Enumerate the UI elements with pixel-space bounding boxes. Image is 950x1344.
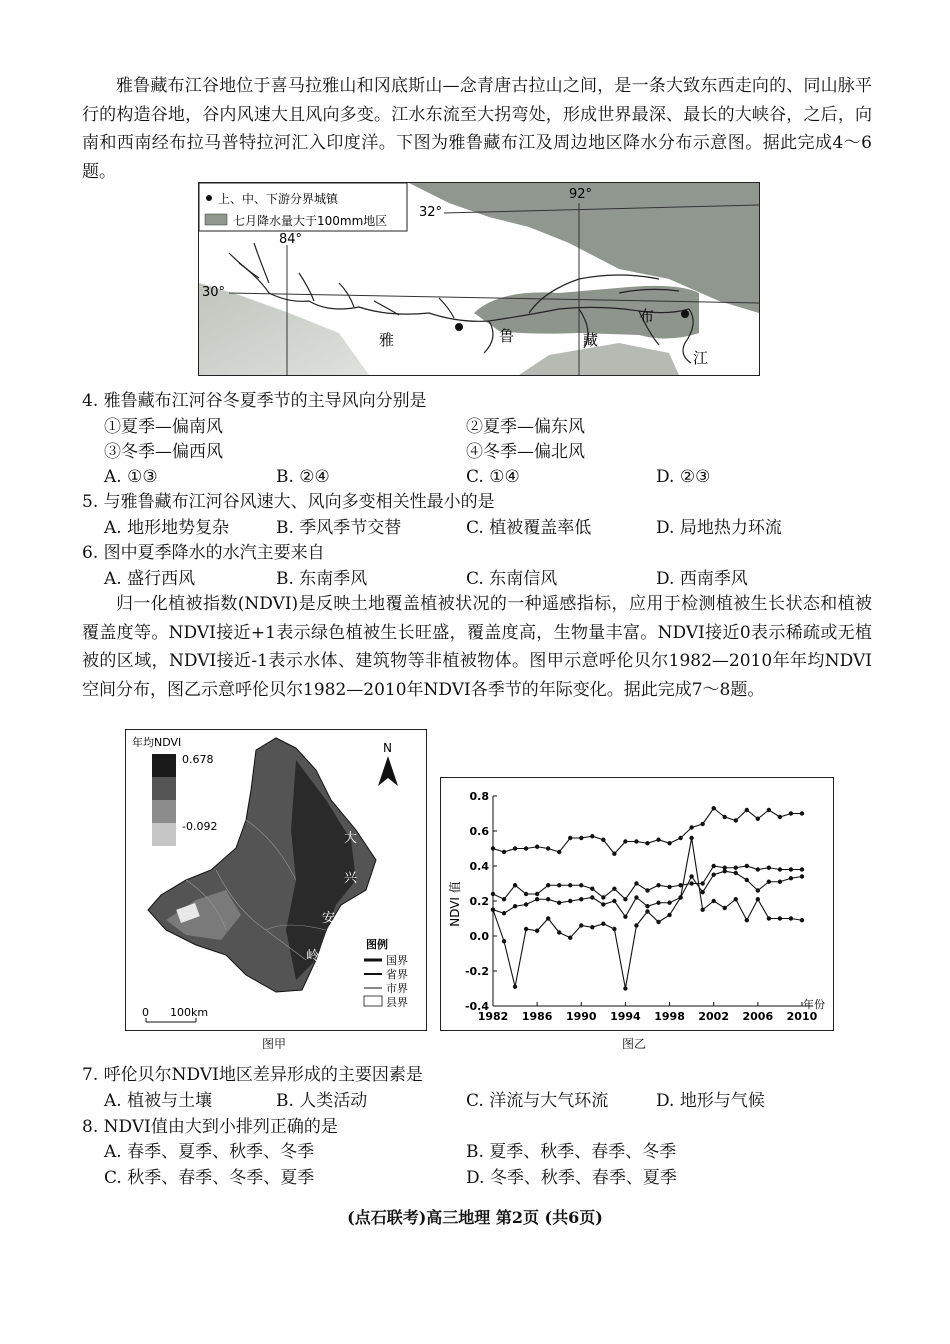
river-char-3: 藏: [583, 331, 599, 349]
ndvi-legend-max: 0.678: [182, 753, 214, 766]
series-2-point: [502, 897, 506, 901]
q7-option-b: B. 人类活动: [276, 1091, 368, 1111]
series-4-point: [546, 916, 550, 920]
series-3-point: [513, 904, 517, 908]
series-1-point: [502, 850, 506, 854]
series-4-point: [502, 939, 506, 943]
series-3-point: [789, 876, 793, 880]
q5-option-d: D. 局地热力环流: [656, 518, 782, 538]
figure-a-ndvi-map: [125, 729, 427, 1031]
river-char-4: 布: [639, 307, 655, 325]
q8-option-a: A. 春季、夏季、秋季、冬季: [104, 1142, 315, 1162]
series-4-point: [689, 836, 693, 840]
series-3-point: [756, 888, 760, 892]
q4-item-4: ④冬季—偏北风: [466, 442, 585, 462]
series-2-point: [601, 895, 605, 899]
series-4-point: [557, 930, 561, 934]
north-arrow-icon: [378, 756, 398, 786]
q8-stem: 8. NDVI值由大到小排列正确的是: [82, 1117, 338, 1137]
series-4-point: [678, 895, 682, 899]
series-2-point: [711, 864, 715, 868]
series-3-point: [700, 890, 704, 894]
q4-option-c: C. ①④: [466, 467, 520, 487]
town-dot-1: [455, 323, 463, 331]
series-4-point: [491, 908, 495, 912]
series-2-point: [557, 883, 561, 887]
x-tick-label: 1998: [654, 1010, 685, 1023]
ndvi-legend-title: 年均NDVI: [132, 736, 182, 749]
series-4-point: [601, 922, 605, 926]
series-2-point: [667, 885, 671, 889]
legend-dot-icon: [206, 195, 212, 201]
figure-b-ndvi-chart: [440, 777, 834, 1031]
mountain-char-2: 兴: [344, 871, 358, 886]
series-3-point: [535, 897, 539, 901]
series-2-point: [590, 887, 594, 891]
q5-option-a: A. 地形地势复杂: [104, 518, 230, 538]
series-line-1: [493, 808, 802, 854]
series-3-point: [634, 895, 638, 899]
series-2-point: [767, 866, 771, 870]
intro-paragraph-2: 归一化植被指数(NDVI)是反映土地覆盖植被状况的一种遥感指标，应用于检测植被生长状态和植被覆盖度等。NDVI接近+1表示绿色植被生长旺盛，覆盖度高，生物量丰富。NDVI接近0表示稀疏或无植被的区域，NDVI接近-1表示水体、建筑物等非植被物体。图甲示意呼伦贝尔1982—2010年年均NDVI空间分布，图乙示意呼伦贝尔1982—2010年NDVI各季节的年际变化。据此完成7～8题。: [82, 594, 872, 700]
series-3-point: [557, 901, 561, 905]
q7-option-a: A. 植被与土壤: [104, 1091, 213, 1111]
q8-option-b: B. 夏季、秋季、春季、冬季: [466, 1142, 677, 1162]
series-4-point: [700, 908, 704, 912]
legend-province: 省界: [386, 968, 408, 981]
series-1-point: [568, 836, 572, 840]
q7-option-c: C. 洋流与大气环流: [466, 1091, 609, 1111]
q6-option-a: A. 盛行西风: [104, 569, 196, 589]
series-3-point: [502, 911, 506, 915]
q4-option-a: A. ①③: [104, 467, 158, 487]
chart-xlabel: 年份: [803, 998, 825, 1011]
series-2-point: [656, 883, 660, 887]
figure-a-svg: [126, 730, 426, 1030]
legend-area-swatch: [205, 214, 227, 225]
q5-option-c: C. 植被覆盖率低: [466, 518, 592, 538]
figure-a-caption: 图甲: [262, 1037, 287, 1051]
series-1-point: [723, 815, 727, 819]
q6-option-d: D. 西南季风: [656, 569, 748, 589]
series-4-point: [612, 927, 616, 931]
series-3-point: [612, 899, 616, 903]
series-2-point: [645, 888, 649, 892]
series-3-point: [778, 880, 782, 884]
series-3-point: [590, 895, 594, 899]
q6-option-c: C. 东南信风: [466, 569, 558, 589]
y-tick-label: -0.4: [464, 1000, 489, 1013]
q4-stem: 4. 雅鲁藏布江河谷冬夏季节的主导风向分别是: [82, 391, 427, 411]
series-1-point: [656, 838, 660, 842]
series-1-point: [778, 815, 782, 819]
q4-option-b: B. ②④: [276, 467, 330, 487]
mountain-char-3: 安: [322, 911, 336, 926]
series-2-point: [568, 883, 572, 887]
series-1-point: [579, 836, 583, 840]
series-1-point: [678, 836, 682, 840]
q5-option-b: B. 季风季节交替: [276, 518, 402, 538]
series-3-point: [723, 869, 727, 873]
series-3-point: [711, 873, 715, 877]
series-2-point: [734, 866, 738, 870]
series-4-point: [645, 909, 649, 913]
label-30: 30°: [202, 285, 226, 300]
series-2-point: [623, 897, 627, 901]
series-2-point: [513, 883, 517, 887]
series-2-point: [535, 892, 539, 896]
series-1-point: [789, 811, 793, 815]
series-2-point: [778, 867, 782, 871]
series-4-point: [535, 929, 539, 933]
y-tick-label: 0.4: [469, 860, 489, 873]
series-4-point: [513, 985, 517, 989]
series-1-point: [546, 846, 550, 850]
series-4-point: [800, 918, 804, 922]
q4-item-2: ②夏季—偏东风: [466, 417, 585, 437]
series-2-point: [689, 881, 693, 885]
x-tick-label: 2002: [698, 1010, 730, 1023]
series-2-point: [579, 883, 583, 887]
series-1-point: [590, 834, 594, 838]
series-2-point: [789, 867, 793, 871]
series-1-point: [734, 818, 738, 822]
series-4-point: [734, 897, 738, 901]
x-tick-label: 1994: [610, 1010, 641, 1023]
series-3-point: [568, 899, 572, 903]
series-1-point: [745, 808, 749, 812]
series-4-point: [767, 916, 771, 920]
legend-area-label: 七月降水量大于100mm地区: [233, 214, 388, 228]
series-1-point: [645, 841, 649, 845]
series-1-point: [535, 845, 539, 849]
label-32: 32°: [419, 205, 443, 220]
series-3-point: [656, 901, 660, 905]
ndvi-chart-svg: [441, 778, 833, 1030]
series-1-point: [623, 839, 627, 843]
series-1-point: [700, 822, 704, 826]
x-tick-label: 2006: [742, 1010, 774, 1023]
label-84: 84°: [279, 232, 303, 247]
q4-item-3: ③冬季—偏西风: [104, 442, 223, 462]
y-tick-label: 0.8: [469, 790, 489, 803]
x-tick-label: 1986: [521, 1010, 553, 1023]
map-legend-head: 图例: [366, 938, 388, 951]
series-2-point: [700, 881, 704, 885]
x-tick-label: 1982: [477, 1010, 509, 1023]
series-3-point: [689, 874, 693, 878]
series-4-point: [756, 897, 760, 901]
series-2-point: [546, 883, 550, 887]
series-1-point: [756, 817, 760, 821]
series-3-point: [524, 902, 528, 906]
series-4-point: [579, 923, 583, 927]
y-tick-label: 0.2: [469, 895, 489, 908]
series-1-point: [557, 850, 561, 854]
label-92: 92°: [569, 187, 593, 202]
y-tick-label: -0.2: [464, 965, 489, 978]
mountain-char-1: 大: [344, 831, 358, 846]
yarlung-precipitation-map: [198, 182, 760, 376]
series-4-point: [667, 913, 671, 917]
series-1-point: [689, 825, 693, 829]
q7-option-d: D. 地形与气候: [656, 1091, 765, 1111]
scale-length: 100km: [170, 1006, 209, 1019]
q6-stem: 6. 图中夏季降水的水汽主要来自: [82, 543, 325, 563]
series-3-point: [745, 878, 749, 882]
y-tick-label: 0.6: [469, 825, 489, 838]
legend-county: 县界: [386, 996, 408, 1009]
series-1-point: [711, 806, 715, 810]
series-1-point: [491, 846, 495, 850]
precip-area-south: [519, 343, 679, 375]
series-1-point: [513, 846, 517, 850]
series-4-point: [623, 986, 627, 990]
x-tick-label: 1990: [565, 1010, 597, 1023]
north-label: N: [383, 741, 392, 755]
series-4-point: [590, 925, 594, 929]
series-4-point: [568, 936, 572, 940]
series-2-point: [745, 864, 749, 868]
series-2-point: [800, 867, 804, 871]
series-2-point: [634, 881, 638, 885]
y-tick-label: 0.0: [469, 930, 489, 943]
mountain-char-4: 岭: [306, 949, 320, 964]
series-3-point: [667, 901, 671, 905]
river-char-5: 江: [693, 349, 709, 367]
intro-paragraph-1: 雅鲁藏布江谷地位于喜马拉雅山和冈底斯山—念青唐古拉山之间，是一条大致东西走向的、同山脉平行的构造谷地，谷内风速大且风向多变。江水东流至大拐弯处，形成世界最深、最长的大峡谷，之后，向南和西南经布拉马普特拉河汇入印度洋。下图为雅鲁藏布江及周边地区降水分布示意图。据此完成4～6题。: [82, 76, 872, 182]
series-3-point: [601, 902, 605, 906]
series-3-point: [767, 880, 771, 884]
q7-stem: 7. 呼伦贝尔NDVI地区差异形成的主要因素是: [82, 1065, 423, 1085]
legend-dot-label: 上、中、下游分界城镇: [218, 192, 339, 206]
series-1-point: [601, 838, 605, 842]
q4-option-d: D. ②③: [656, 467, 711, 487]
series-4-point: [745, 918, 749, 922]
legend-country: 国界: [386, 954, 408, 967]
legend-city: 市界: [386, 982, 408, 995]
town-dot-2: [681, 310, 689, 318]
series-1-point: [524, 846, 528, 850]
chart-ylabel: NDVI 值: [448, 881, 462, 927]
series-4-point: [656, 920, 660, 924]
series-1-point: [612, 852, 616, 856]
series-line-2: [493, 866, 802, 899]
series-4-point: [789, 916, 793, 920]
series-3-point: [800, 874, 804, 878]
series-2-point: [491, 892, 495, 896]
ndvi-legend-min: -0.092: [182, 820, 218, 833]
series-3-point: [645, 904, 649, 908]
series-2-point: [612, 887, 616, 891]
q8-option-d: D. 冬季、秋季、春季、夏季: [466, 1168, 677, 1188]
series-4-point: [711, 899, 715, 903]
series-3-point: [734, 871, 738, 875]
q6-option-b: B. 东南季风: [276, 569, 368, 589]
page-footer: (点石联考)高三地理 第2页 (共6页): [347, 1208, 603, 1227]
series-4-point: [778, 916, 782, 920]
river-char-1: 雅: [379, 331, 395, 349]
figure-b-caption: 图乙: [622, 1037, 647, 1051]
x-tick-label: 2010: [786, 1010, 818, 1023]
q8-option-c: C. 秋季、春季、冬季、夏季: [104, 1168, 315, 1188]
series-4-point: [723, 906, 727, 910]
scale-zero: 0: [142, 1006, 149, 1019]
series-1-point: [667, 841, 671, 845]
series-3-point: [623, 915, 627, 919]
series-2-point: [524, 892, 528, 896]
series-3-point: [546, 897, 550, 901]
series-4-point: [634, 923, 638, 927]
series-1-point: [800, 811, 804, 815]
series-2-point: [756, 867, 760, 871]
series-3-point: [579, 897, 583, 901]
series-1-point: [767, 808, 771, 812]
map-svg: [199, 183, 759, 375]
series-1-point: [634, 839, 638, 843]
q4-item-1: ①夏季—偏南风: [104, 417, 223, 437]
series-4-point: [524, 927, 528, 931]
q5-stem: 5. 与雅鲁藏布江河谷风速大、风向多变相关性最小的是: [82, 492, 495, 512]
river-char-2: 鲁: [499, 327, 515, 345]
